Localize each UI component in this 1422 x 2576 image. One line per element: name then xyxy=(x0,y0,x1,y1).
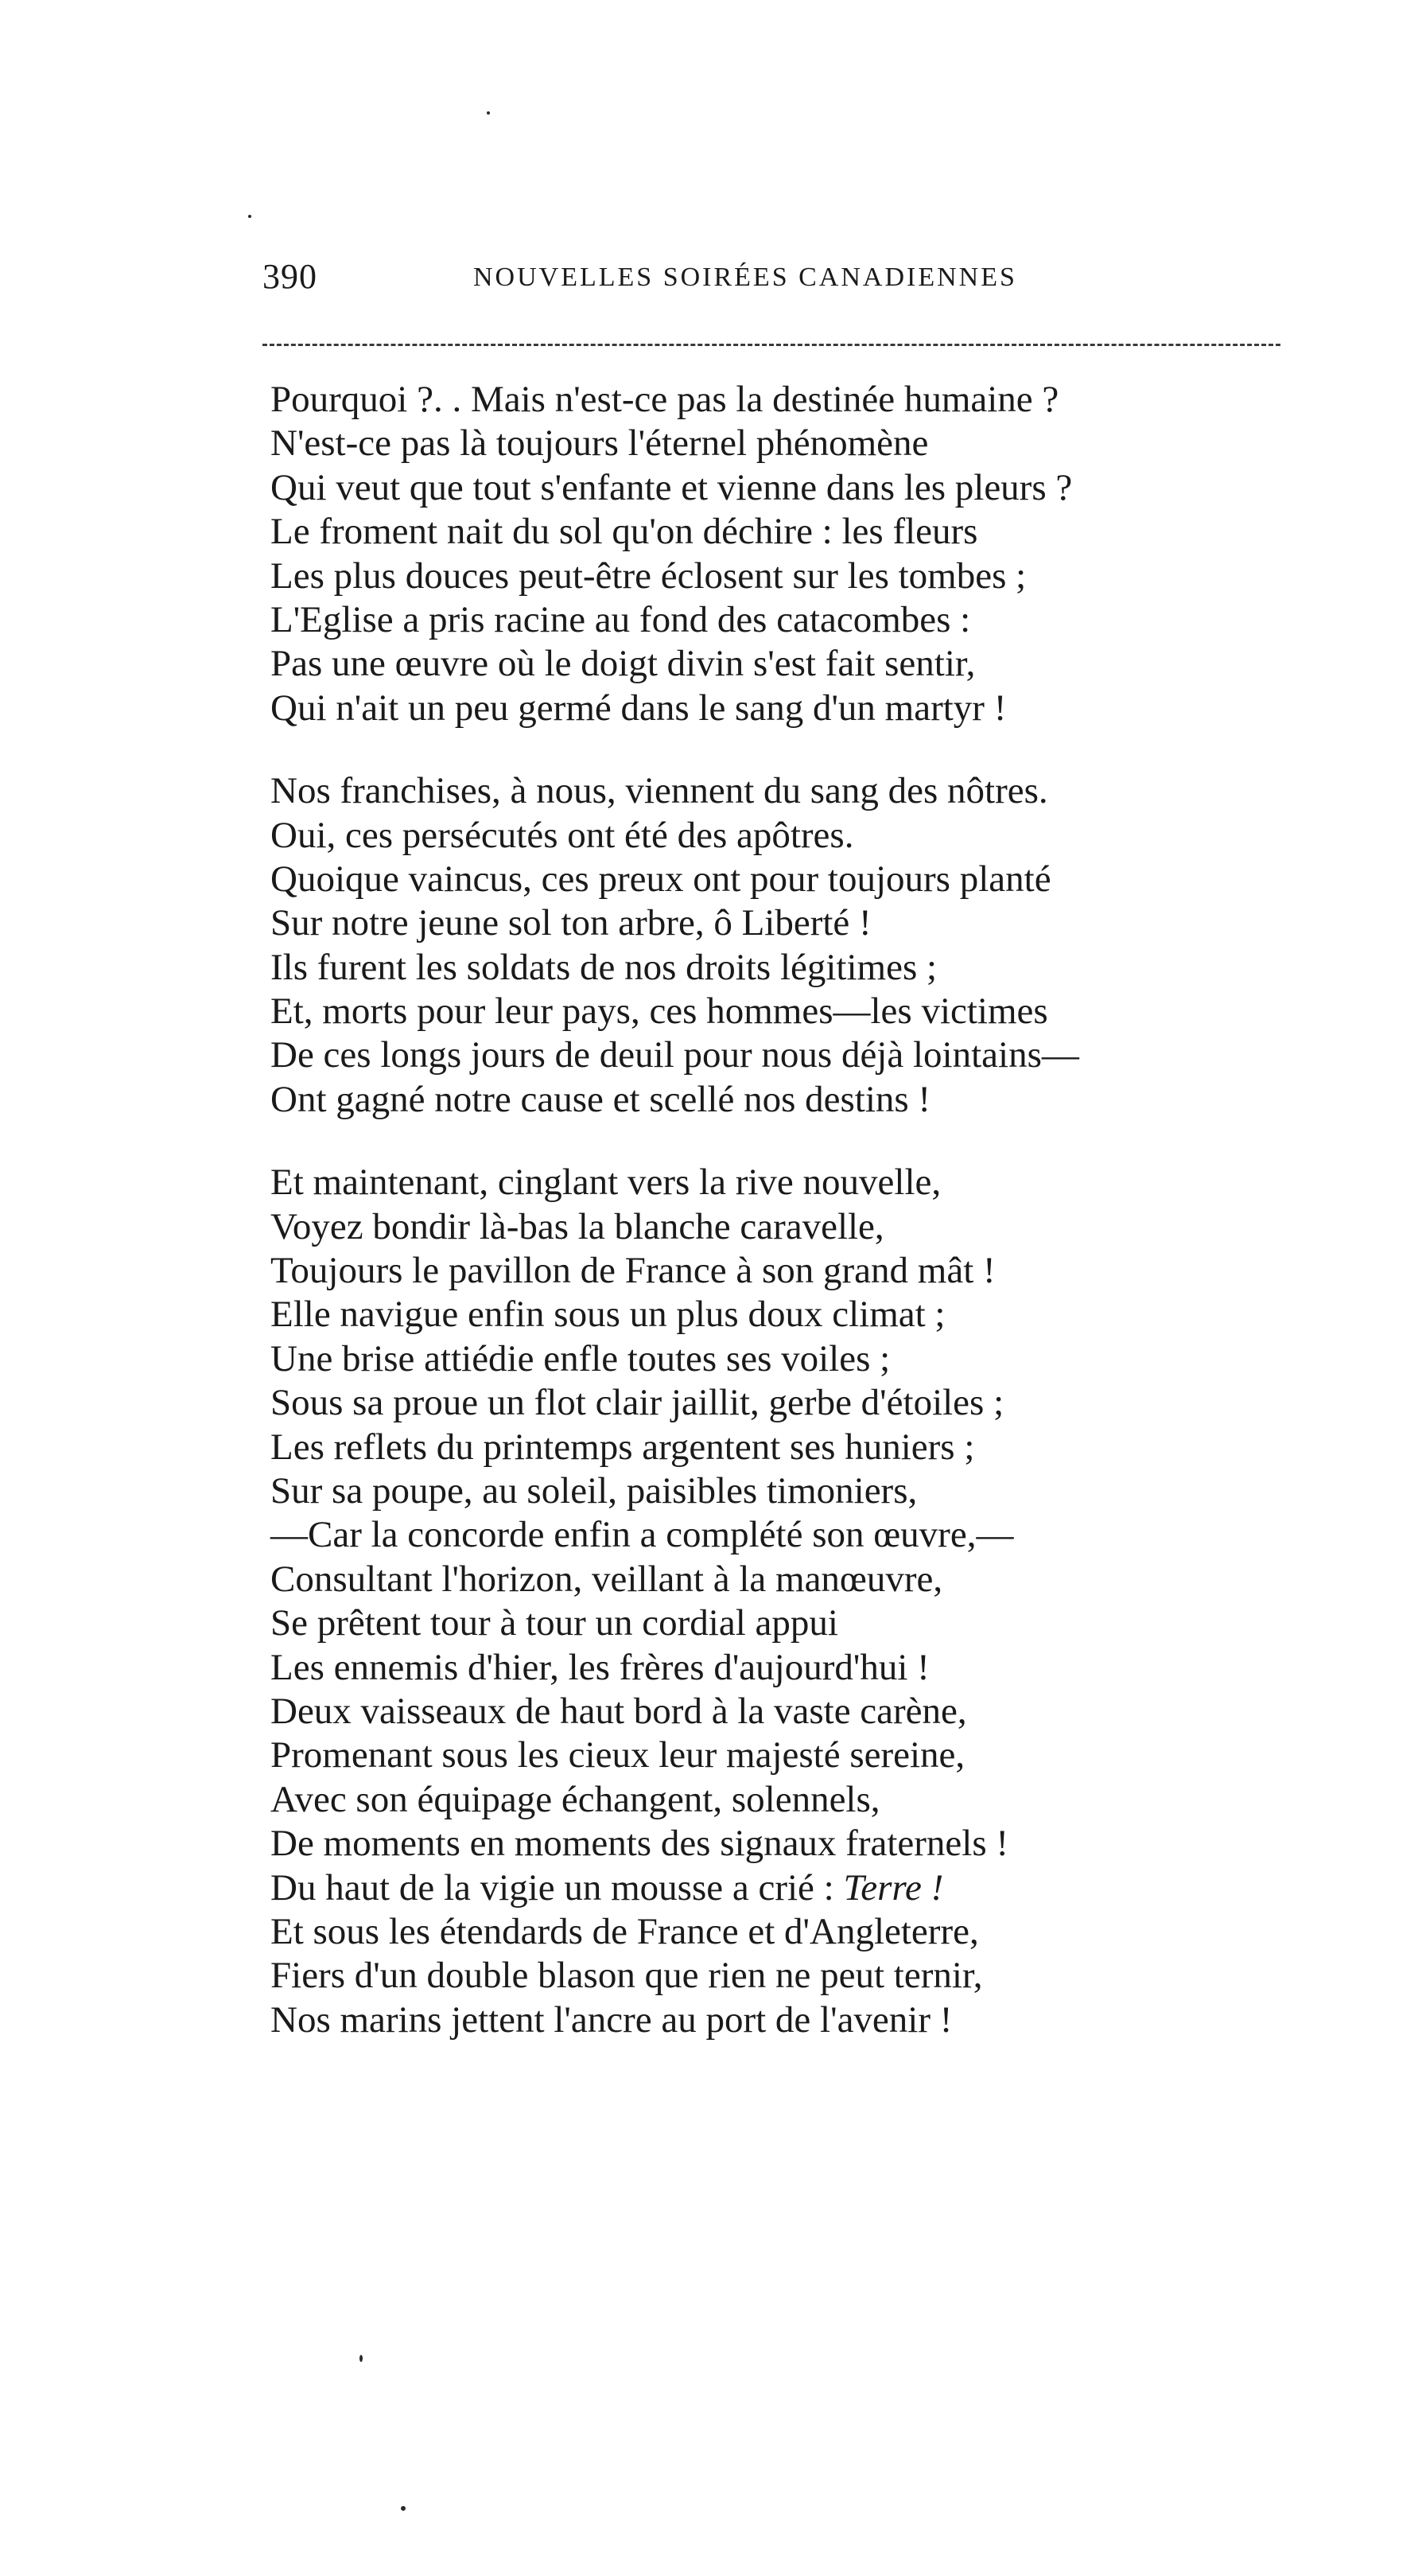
verse-line: Sur sa poupe, au soleil, paisibles timoniers, xyxy=(270,1469,918,1512)
verse-line: Deux vaisseaux de haut bord à la vaste carène, xyxy=(270,1690,967,1732)
verse-line: Qui n'ait un peu germé dans le sang d'un martyr ! xyxy=(270,687,1007,729)
verse-line: Voyez bondir là-bas la blanche caravelle, xyxy=(270,1205,884,1247)
ink-speck xyxy=(248,215,251,218)
verse-line: Et maintenant, cinglant vers la rive nouvelle, xyxy=(270,1162,942,1204)
italic-word: Terre ! xyxy=(843,1866,944,1909)
running-title: NOUVELLES SOIRÉES CANADIENNES xyxy=(473,263,1017,292)
verse-line: Fiers d'un double blason que rien ne peut ternir, xyxy=(270,1955,983,1997)
verse-line: Sur notre jeune sol ton arbre, ô Liberté ! xyxy=(270,902,872,944)
verse-line: Avec son équipage échangent, solennels, xyxy=(270,1778,880,1820)
verse-line: Toujours le pavillon de France à son grand mât ! xyxy=(270,1250,996,1292)
verse-line xyxy=(270,1866,1304,1910)
verse-line: L'Eglise a pris racine au fond des catacombes : xyxy=(270,598,971,640)
ink-speck xyxy=(359,2355,363,2362)
verse-line: De moments en moments des signaux fraternels ! xyxy=(270,1823,1009,1865)
verse-line: Les plus douces peut-être éclosent sur les tombes ; xyxy=(270,555,1027,597)
verse-line: Les reflets du printemps argentent ses huniers ; xyxy=(270,1426,975,1468)
verse-line: Nos marins jettent l'ancre au port de l'avenir ! xyxy=(270,1998,953,2041)
verse-line: Pas une œuvre où le doigt divin s'est fait sentir, xyxy=(270,643,976,685)
verse-line: Consultant l'horizon, veillant à la manœuvre, xyxy=(270,1558,943,1600)
verse-line: Sous sa proue un flot clair jaillit, gerbe d'étoiles ; xyxy=(270,1382,1004,1424)
verse-line: N'est-ce pas là toujours l'éternel phénomène xyxy=(270,422,929,465)
verse-line: Une brise attiédie enfle toutes ses voiles ; xyxy=(270,1337,891,1379)
verse-line: Et sous les étendards de France et d'Angleterre, xyxy=(270,1910,979,1952)
stanza-2 xyxy=(270,769,1304,1122)
verse-line: Qui veut que tout s'enfante et vienne dans les pleurs ? xyxy=(270,466,1073,508)
verse-line: Ils furent les soldats de nos droits légitimes ; xyxy=(270,946,938,988)
stanza-1 xyxy=(270,378,1304,730)
verse-line: Nos franchises, à nous, viennent du sang des nôtres. xyxy=(270,770,1048,812)
verse-line: Ont gagné notre cause et scellé nos destins ! xyxy=(270,1078,931,1120)
stanza-3 xyxy=(270,1161,1304,2042)
verse-line: Pourquoi ?. . Mais n'est-ce pas la destinée humaine ? xyxy=(270,379,1059,420)
page-header xyxy=(262,256,1280,304)
poem xyxy=(270,378,1304,2081)
page-number: 390 xyxy=(262,257,317,296)
ink-speck xyxy=(401,2506,406,2511)
verse-line: Le froment nait du sol qu'on déchire : les fleurs xyxy=(270,511,978,553)
verse-line: Oui, ces persécutés ont été des apôtres. xyxy=(270,814,854,856)
verse-line: Les ennemis d'hier, les frères d'aujourd'hui ! xyxy=(270,1646,930,1688)
verse-line: De ces longs jours de deuil pour nous déjà lointains— xyxy=(270,1034,1079,1076)
ink-speck xyxy=(487,111,490,115)
verse-line: Elle navigue enfin sous un plus doux climat ; xyxy=(270,1294,946,1336)
verse-line: Promenant sous les cieux leur majesté sereine, xyxy=(270,1734,965,1776)
header-rule xyxy=(262,344,1280,346)
verse-line: Et, morts pour leur pays, ces hommes—les victimes xyxy=(270,990,1048,1033)
verse-line: —Car la concorde enfin a complété son œuvre,— xyxy=(270,1514,1014,1556)
verse-line: Quoique vaincus, ces preux ont pour toujours planté xyxy=(270,858,1051,900)
verse-line: Se prêtent tour à tour un cordial appui xyxy=(270,1602,838,1644)
verse-text: Du haut de la vigie un mousse a crié : xyxy=(270,1866,834,1909)
